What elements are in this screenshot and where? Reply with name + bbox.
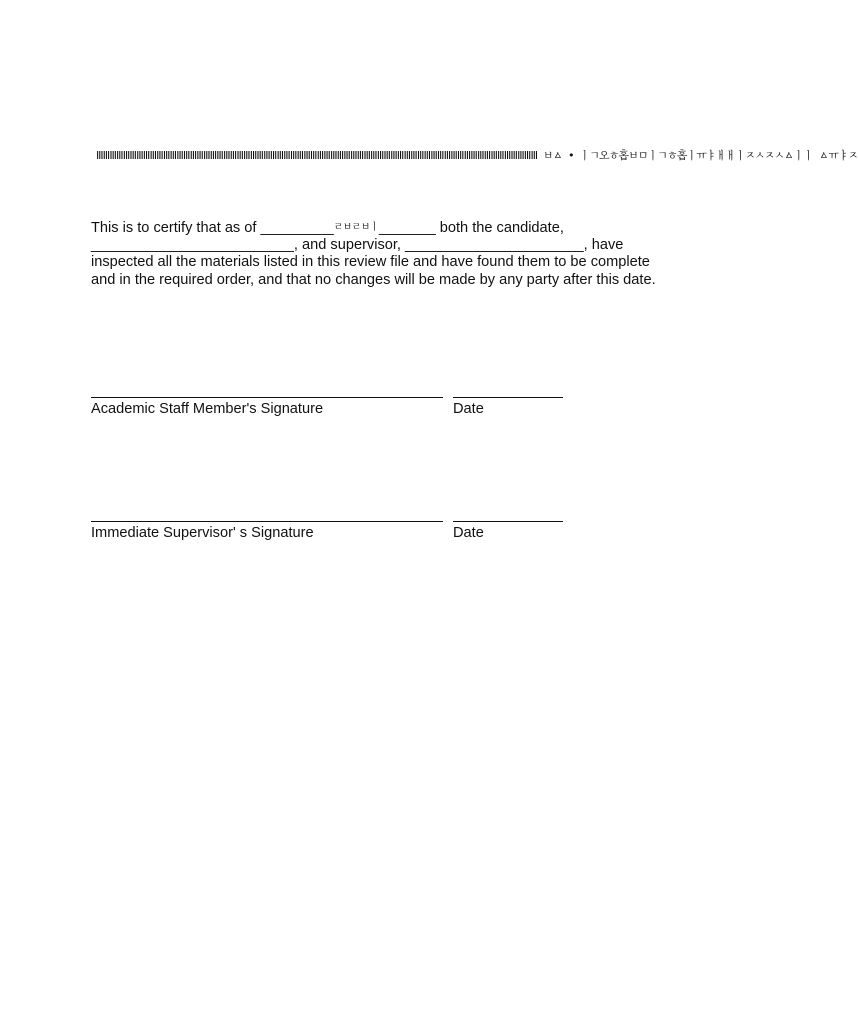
immediate-supervisor-date-label: Date [453,525,484,541]
signature-line-row [91,384,571,401]
certification-line-4: and in the required order, and that no changes will be made by any party after this date. [91,271,656,288]
signature-line-row [91,508,571,525]
certification-line-3: inspected all the materials listed in this review file and have found them to be complete [91,254,650,271]
immediate-supervisor-signature-block [91,508,571,542]
academic-staff-signature-label: Academic Staff Member's Signature [91,401,324,417]
certification-paragraph [91,219,691,289]
immediate-supervisor-signature-line [91,521,443,522]
date-mark: ㄹㅂㄹㅂㅣ [333,222,379,233]
signature-label-row [91,525,571,542]
immediate-supervisor-date-line [453,521,563,522]
certification-text-end: _______ both the candidate, [378,220,564,236]
immediate-supervisor-signature-label: Immediate Supervisor' s Signature [91,525,314,541]
academic-staff-signature-block [91,384,571,418]
academic-staff-date-line [453,397,563,398]
academic-staff-date-label: Date [453,401,484,417]
signature-label-row [91,401,571,418]
certification-text-start: This is to certify that as of _________ [91,220,334,236]
certification-line-2: _________________________, and supervisor, ______________________, have [91,236,624,253]
certification-line-1 [91,219,691,237]
academic-staff-signature-line [91,397,443,398]
garbled-title: ⅢⅢⅢⅢⅢⅢⅢⅢⅢⅢⅢⅢⅢⅢⅢⅢⅢⅢⅢⅢⅢⅢⅢⅢⅢⅢⅢⅢⅢⅢⅢⅢⅢⅢⅢⅢⅢⅢⅢⅢⅢⅢⅢⅢⅢⅢⅢⅢⅢⅢⅢⅢⅢⅢⅢⅢⅢⅢⅢⅢⅢⅢⅢⅢⅢⅢ ㅂㅿ • ㅣㄱ오ㅎ홉ㅂㅁㅣㄱㅎ홉ㅣㅠㅑㅐㅐㅣㅈㅅㅈㅅㅿㅣㅣ ㅿㅠㅑㅈ [96,149,858,162]
